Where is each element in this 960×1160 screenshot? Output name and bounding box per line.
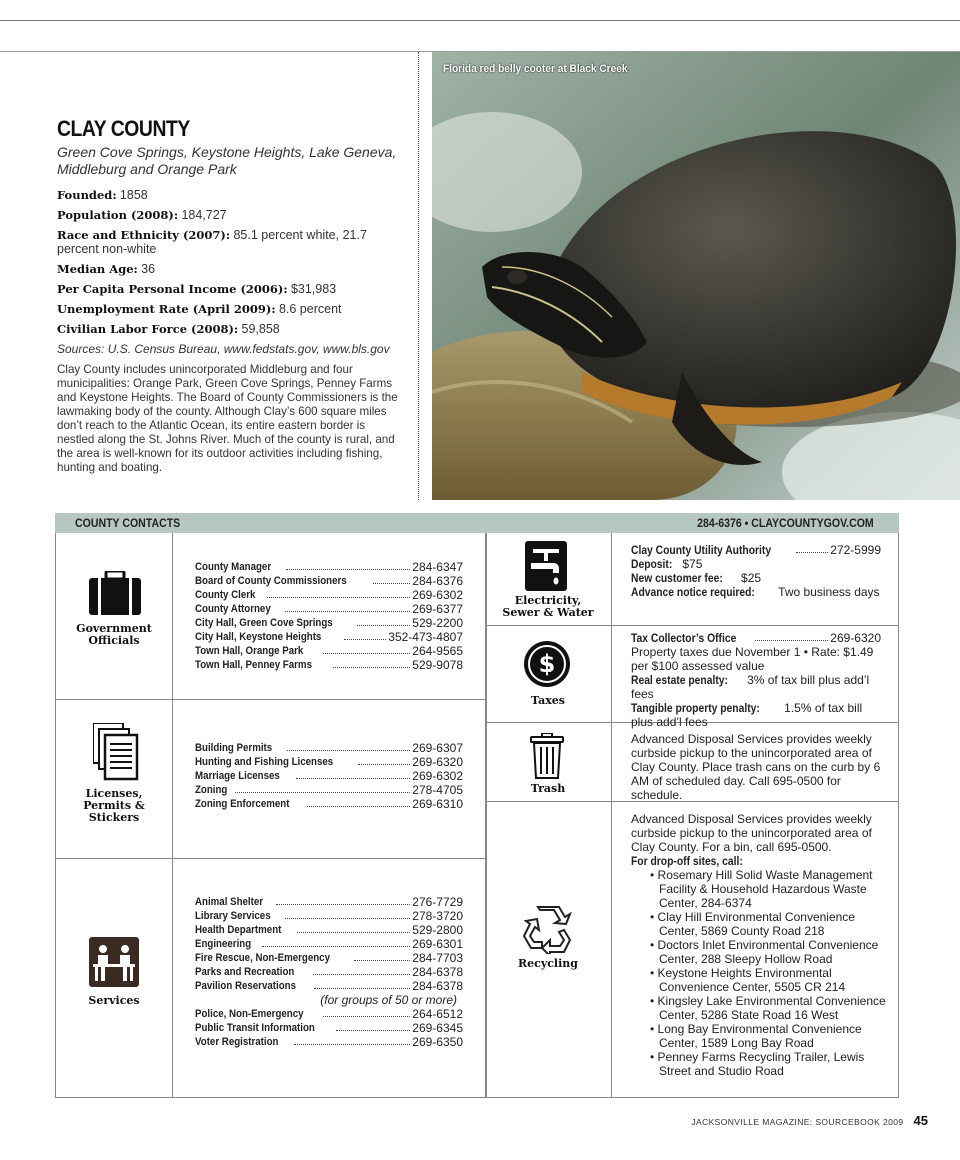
- page-title: CLAY COUNTY: [57, 116, 190, 141]
- list-item: • Long Bay Environmental Convenience Center, 1589 Long Bay Road: [650, 1022, 862, 1050]
- sources: Sources: U.S. Census Bureau, www.fedstats.gov, www.bls.gov: [57, 342, 390, 356]
- list-item: Board of County Commissioners 284-6376: [195, 574, 463, 588]
- fact-median-age: Median Age: 36: [57, 262, 156, 276]
- list-item: Town Hall, Orange Park 264-9565: [195, 644, 463, 658]
- government-list: [195, 560, 463, 672]
- list-item: Hunting and Fishing Licenses 269-6320: [195, 755, 463, 769]
- licenses-label: Licenses, Permits & Stickers: [83, 787, 145, 824]
- list-item: Parks and Recreation 284-6378: [195, 965, 463, 979]
- recycling-icon: [522, 906, 572, 954]
- trash-label: Trash: [530, 782, 566, 795]
- services-desk-icon: [89, 937, 139, 987]
- list-item: County Manager 284-6347: [195, 560, 463, 574]
- list-item: • Clay Hill Environmental Convenience Center, 5869 County Road 218: [650, 910, 855, 938]
- documents-icon: [93, 723, 139, 781]
- list-item: Public Transit Information 269-6345: [195, 1021, 463, 1035]
- contacts-title: COUNTY CONTACTS: [75, 516, 181, 530]
- government-label: Government Officials: [76, 622, 152, 647]
- dropoff-sites: [647, 868, 893, 1078]
- fact-income: Per Capita Personal Income (2006): $31,983: [57, 282, 337, 296]
- list-item: Voter Registration 269-6350: [195, 1035, 463, 1049]
- list-item: Zoning 278-4705: [195, 783, 463, 797]
- fact-labor-force: Civilian Labor Force (2008): 59,858: [57, 322, 280, 336]
- column-divider: [418, 52, 419, 500]
- trash-info: Advanced Disposal Services provides weekly curbside pickup to the unincorporated area of Clay County. Place trash cans on the curb by 6 AM of scheduled day. Call 695-0500 for schedule.: [631, 732, 881, 802]
- list-item: • Penney Farms Recycling Trailer, Lewis Street and Studio Road: [650, 1050, 865, 1078]
- pavilion-note: (for groups of 50 or more): [320, 993, 457, 1007]
- list-item: City Hall, Keystone Heights 352-473-4807: [195, 630, 463, 644]
- list-item: • Keystone Heights Environmental Convenience Center, 5505 CR 214: [650, 966, 846, 994]
- fact-race: Race and Ethnicity (2007): 85.1 percent white, 21.7 percent non-white: [57, 228, 367, 256]
- county-description: Clay County includes unincorporated Middleburg and four municipalities: Orange Park, Green Cove Springs, Penney Farms and Keystone Heights. The Board of County Commissioners is the lawmaking body of the county. Although Clay’s 600 square miles don’t reach to the Atlantic Ocean, its entire eastern border is nestled along the St. Johns River. Much of the county is rural, and the area is well-known for its outdoor activities including fishing, hunting and boating.: [57, 363, 398, 474]
- taxes-info: Tax Collector’s Office 269-6320 Property taxes due November 1 • Rate: $1.49 per $100 assessed value Real estate penalty: 3% of tax bill plus add’l fees Tangible property penalty: 1.5% of tax bill plus add’l fees: [631, 631, 881, 729]
- list-item: • Doctors Inlet Environmental Convenience Center, 288 Sleepy Hollow Road: [650, 938, 879, 966]
- list-item: Library Services 278-3720: [195, 909, 463, 923]
- utility-info: Clay County Utility Authority 272-5999 Deposit: $75 New customer fee: $25 Advance notice required: Two business days: [631, 543, 881, 599]
- page-number: 45: [913, 1113, 928, 1128]
- contacts-grid: [55, 533, 899, 1098]
- utility-label: Electricity, Sewer & Water: [502, 594, 594, 619]
- top-rule: [0, 20, 960, 21]
- list-item: County Clerk 269-6302: [195, 588, 463, 602]
- contacts-header: [55, 513, 899, 533]
- list-item: Animal Shelter 276-7729: [195, 895, 463, 909]
- list-item: Health Department 529-2800: [195, 923, 463, 937]
- fact-unemployment: Unemployment Rate (April 2009): 8.6 percent: [57, 302, 342, 316]
- list-item: Clay County Utility Authority 272-5999: [631, 543, 881, 557]
- list-item: Building Permits 269-6307: [195, 741, 463, 755]
- trash-can-icon: [530, 733, 564, 779]
- recycling-info: Advanced Disposal Services provides weekly curbside pickup to the unincorporated area of Clay County. For a bin, call 695-0500. For drop-off sites, call: • Rosemary Hill Solid Waste Management Facility & Household Hazardous Waste Center, 284-6374 • Clay Hill Environmental Convenience Center, 5869 County Road 218 • Doctors Inlet Environmental Convenience Center, 288 Sleepy Hollow Road • Keystone Heights Environmental Convenience Center, 5505 CR 214 • Kingsley Lake Environmental Convenience Center, 5286 State Road 16 West • Long Bay Environmental Convenience Center, 1589 Long Bay Road • Penney Farms Recycling Trailer, Lewis Street and Studio Road: [631, 812, 893, 1078]
- list-item: Police, Non-Emergency 264-6512: [195, 1007, 463, 1021]
- list-item: Tax Collector’s Office 269-6320: [631, 631, 881, 645]
- list-item: City Hall, Green Cove Springs 529-2200: [195, 616, 463, 630]
- briefcase-icon: [89, 571, 141, 615]
- licenses-list: [195, 741, 463, 811]
- faucet-icon: [525, 541, 567, 591]
- page-footer: [691, 1113, 928, 1128]
- taxes-label: Taxes: [530, 694, 565, 707]
- list-item: Engineering 269-6301: [195, 937, 463, 951]
- list-item: Pavilion Reservations 284-6378: [195, 979, 463, 993]
- list-item: • Rosemary Hill Solid Waste Management Facility & Household Hazardous Waste Center, 284-6374: [650, 868, 873, 910]
- list-item: County Attorney 269-6377: [195, 602, 463, 616]
- contacts-main-contact: 284-6376 • CLAYCOUNTYGOV.COM: [697, 516, 874, 530]
- list-item: • Kingsley Lake Environmental Convenience Center, 5286 State Road 16 West: [650, 994, 886, 1022]
- magazine-name: JACKSONVILLE MAGAZINE: SOURCEBOOK 2009: [691, 1117, 904, 1127]
- dollar-icon: [523, 640, 571, 688]
- photo-caption: Florida red belly cooter at Black Creek: [443, 63, 628, 75]
- list-item: Fire Rescue, Non-Emergency 284-7703: [195, 951, 463, 965]
- services-list: [195, 895, 463, 1049]
- county-cities: Green Cove Springs, Keystone Heights, Lake Geneva, Middleburg and Orange Park: [57, 144, 397, 177]
- county-facts: [57, 188, 402, 336]
- list-item: Town Hall, Penney Farms 529-9078: [195, 658, 463, 672]
- fact-population: Population (2008): 184,727: [57, 208, 227, 222]
- turtle-photo: [432, 52, 960, 500]
- recycling-label: Recycling: [518, 957, 578, 970]
- list-item: Zoning Enforcement 269-6310: [195, 797, 463, 811]
- list-item: Marriage Licenses 269-6302: [195, 769, 463, 783]
- fact-founded: Founded: 1858: [57, 188, 148, 202]
- county-intro: [57, 116, 402, 475]
- services-label: Services: [88, 994, 140, 1007]
- svg-text:$: $: [538, 650, 556, 678]
